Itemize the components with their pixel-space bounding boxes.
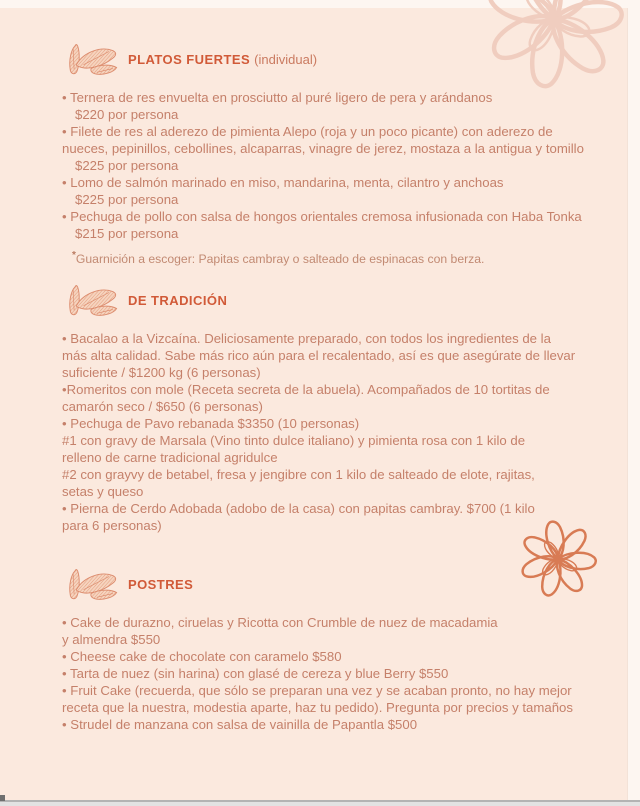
menu-line: $220 por persona [75, 107, 179, 122]
corn-husk-sketch-icon [64, 43, 122, 77]
menu-line: • Filete de res al aderezo de pimienta Alepo (roja y un poco picante) con aderezo de [62, 124, 553, 139]
menu-line: $215 por persona [75, 226, 179, 241]
section-header [62, 43, 627, 79]
menu-line: • Cake de durazno, ciruelas y Ricotta con Crumble de nuez de macadamia [62, 615, 498, 631]
section-header [62, 568, 627, 604]
menu-line: •Romeritos con mole (Receta secreta de la abuela). Acompañados de 10 tortitas de [62, 382, 550, 398]
menu-line: #1 con gravy de Marsala (Vino tinto dulce italiano) y pimienta rosa con 1 kilo de [62, 433, 526, 449]
menu-section [62, 43, 627, 268]
section-lines [62, 330, 627, 534]
menu-line: nueces, pepinillos, cebollines, alcaparras, vinagre de jerez, mostaza a la antigua y tomillo [62, 141, 584, 156]
viewport-bottom-strip [0, 802, 640, 806]
menu-line: • Fruit Cake (recuerda, que sólo se preparan una vez y se acaban pronto, no hay mejor [62, 683, 572, 699]
section-title: DE TRADICIÓN [128, 293, 228, 309]
section-lines [62, 89, 627, 268]
menu-line: relleno de carne tradicional agridulce [62, 450, 278, 466]
corn-husk-sketch-icon [64, 284, 122, 318]
menu-line: • Pechuga de pollo con salsa de hongos orientales cremosa infusionada con Haba Tonka [62, 209, 582, 224]
menu-line: #2 con grayvy de betabel, fresa y jengibre con 1 kilo de salteado de elote, rajitas, [62, 467, 535, 483]
menu-line: • Pierna de Cerdo Adobada (adobo de la casa) con papitas cambray. $700 (1 kilo [62, 501, 535, 517]
menu-line: y almendra $550 [62, 632, 161, 648]
menu-content [62, 35, 627, 733]
menu-line: • Cheese cake de chocolate con caramelo $580 [62, 649, 342, 665]
section-lines [62, 614, 627, 733]
menu-line: • Lomo de salmón marinado en miso, mandarina, menta, cilantro y anchoas [62, 175, 504, 190]
menu-line: • Tarta de nuez (sin harina) con glasé de cereza y blue Berry $550 [62, 666, 449, 682]
menu-page [0, 8, 628, 800]
menu-line: $225 por persona [75, 192, 179, 207]
section-title-suffix: (individual) [254, 52, 318, 67]
menu-line: • Strudel de manzana con salsa de vainilla de Papantla $500 [62, 717, 418, 733]
menu-section [62, 284, 627, 534]
menu-line: • Pechuga de Pavo rebanada $3350 (10 personas) [62, 416, 360, 432]
section-title: POSTRES [128, 577, 194, 593]
menu-line: para 6 personas) [62, 518, 162, 534]
menu-line: suficiente / $1200 kg (6 personas) [62, 365, 261, 381]
menu-line: setas y queso [62, 484, 144, 500]
viewport-corner-nub [0, 795, 5, 801]
menu-line: • Ternera de res envuelta en prosciutto al puré ligero de pera y arándanos [62, 90, 493, 105]
menu-line: $225 por persona [75, 158, 179, 173]
menu-section [62, 568, 627, 733]
menu-line: camarón seco / $650 (6 personas) [62, 399, 263, 415]
corn-husk-sketch-icon [64, 568, 122, 602]
section-title: PLATOS FUERTES (individual) [128, 52, 318, 67]
garnish-note: *Guarnición a escoger: Papitas cambray o salteado de espinacas con berza. [72, 250, 485, 267]
menu-line: receta que la nuestra, modestia aparte, haz tu pedido). Pregunta por precios y tamaños [62, 700, 573, 716]
menu-line: • Bacalao a la Vizcaína. Deliciosamente preparado, con todos los ingredientes de la [62, 331, 551, 347]
section-header [62, 284, 627, 320]
menu-line: más alta calidad. Sabe más rico aún para el recalentado, así es que asegúrate de llevar [62, 348, 576, 364]
